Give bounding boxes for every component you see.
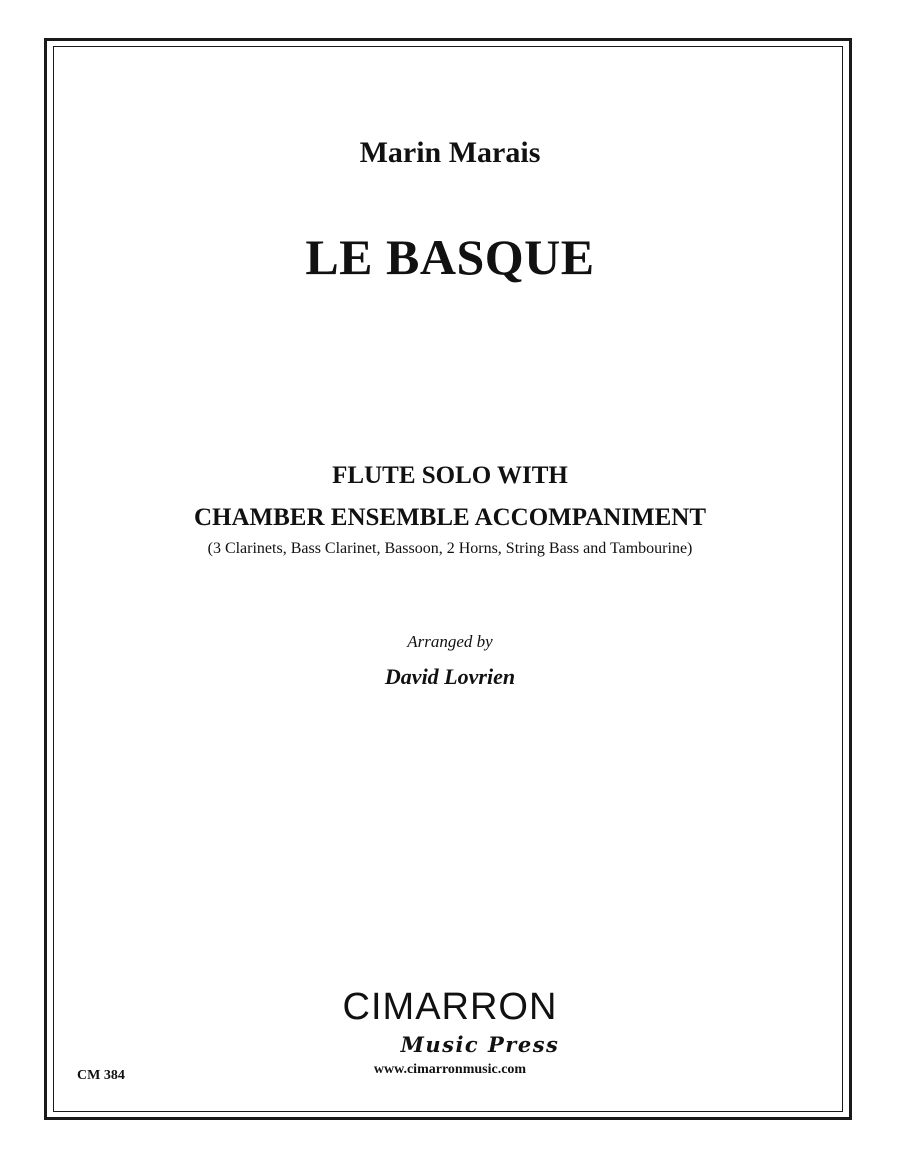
publisher-website: www.cimarronmusic.com	[373, 1062, 527, 1077]
page-border-inner	[53, 46, 843, 1112]
subtitle-line-1: FLUTE SOLO WITH	[332, 462, 568, 489]
publisher-logo	[340, 986, 560, 1082]
subtitle-line-2: CHAMBER ENSEMBLE ACCOMPANIMENT	[193, 504, 707, 531]
arranger-name: David Lovrien	[384, 664, 516, 689]
publisher-logo-wordmark: CIMARRON	[342, 986, 558, 1028]
publisher-logo-script: Music Press	[400, 1032, 560, 1057]
instrumentation-list: (3 Clarinets, Bass Clarinet, Bassoon, 2 Horns, String Bass and Tambourine)	[207, 540, 693, 557]
arranged-by-label: Arranged by	[407, 632, 493, 651]
composer-name: Marin Marais	[359, 136, 541, 169]
piece-title: LE BASQUE	[305, 229, 595, 285]
catalog-number: CM 384	[77, 1068, 125, 1083]
